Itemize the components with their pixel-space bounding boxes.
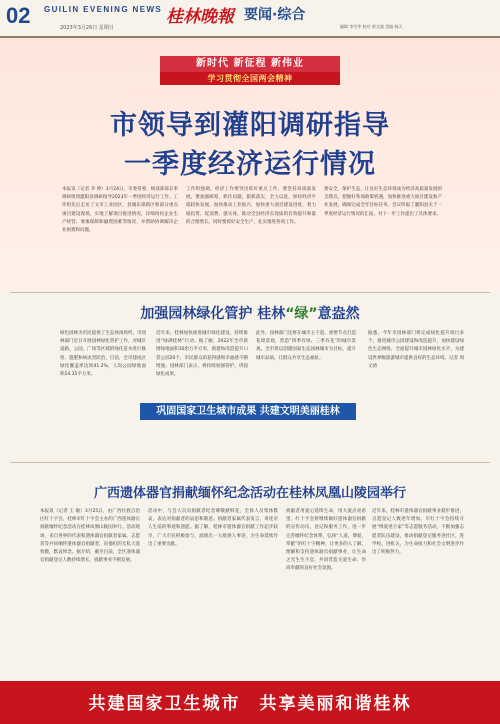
lead-headline-line1: 市领导到灌阳调研指导 [110, 110, 390, 141]
editor-credits: 编辑 李雪华 校对 黄文超 美编 杨天 [340, 24, 403, 29]
public-service-banner: 巩固国家卫生城市成果 共建文明美丽桂林 [140, 403, 356, 420]
lead-headline-line2: 一季度经济运行情况 [124, 149, 376, 180]
page-number: 02 [6, 3, 31, 28]
theme-ribbon-bottom: 学习贯彻全国两会精神 [160, 72, 340, 85]
section-divider [10, 292, 490, 293]
issue-date: 2023年3月26日 星期日 [60, 25, 114, 31]
article1-column-3: 要安全，保护生态，让良好生态环境成为经济高质量发展的支撑点。把握好各项政策机遇，加快推进重大项目建设和产业发展，确保完成全年目标任务。会议听取了灌阳县关于一季度经济运行情况的汇报，对下一步工作提出了具体要求。 [324, 187, 442, 217]
article3-column-1: 本报讯（记者 王 敏）3月25日，由广西壮族自治区红十字会、桂林市红十字会主办的广西遗体器官捐献缅怀纪念活动在桂林凤凰山陵园举行。活动现场，来自各界的代表和遗体器官捐献者家属、志愿者等共同缅怀遗体器官捐献者，向他们的无私大爱致敬，默哀悼念。据介绍，截至目前，全区遗体器官捐献登记人数持续增长，捐献事业不断发展。 [40, 509, 140, 564]
article2-column-3: 此外，园林部门还将在城市主干道、重要节点打造花境景观，营造“四季有绿、三季有花”的城市景观。全市将以创建国家生态园林城市为目标，提升城市品质，让群众共享生态福祉。 [256, 331, 356, 361]
article2-column-1: 绿色园林为市民提供了生态休闲场所。市园林部门近日开展园林绿化管护工作，对城区道路、公园、广场等区域的绿化苗木进行修剪、施肥和病虫害防治。目前，全市建成区绿化覆盖率达到41.2%，人均公园绿地面积14.35平方米。 [60, 331, 146, 378]
theme-ribbon-top: 新时代 新征程 新伟业 [160, 56, 340, 72]
section-title: 要闻·综合 [244, 7, 306, 23]
article1-column-2: 工作组强调，经济工作要突出抓好重点工作，要坚持高质量发展。要加强统筹，抓住问题，狠抓落实，全力以赴，保持经济平稳较快发展，加快推动工业振兴，加快重大项目建设进度，着力稳投资、促消费、强实体，推动全县经济实现质的有效提升和量的合理增长。同时要抓好安全生产，扎实推进各项工作。 [186, 187, 316, 225]
article2-column-2: 近年来，桂林加快推进城市绿化建设，持续推进“绿满桂林”行动。据了解，2022年全市新增绿地面积30余万平方米，新建和改造提升口袋公园20个，市民群众的获得感和幸福感不断增强。园林部门表示，将持续加强管护，巩固绿化成果。 [156, 331, 248, 378]
article3-column-3: 捐献者用爱心延续生命，用大爱点亮希望。红十字会将继续做好遗体器官捐献的宣传动员、登记和服务工作，进一步完善缅怀纪念体系，弘扬“人道、博爱、奉献”的红十字精神，让更多的人了解、理解和支持遗体器官捐献事业，让生命之光生生不息，共同营造关爱生命、崇尚奉献的良好社会氛围。 [286, 509, 366, 572]
article2-column-4: 据悉，今年市园林部门将完成绿化提升项目多个，推进城市公园建设和改造提升，加快建设绿色生态网络，全面提升城市园林绿化水平，为建设世界级旅游城市提供良好的生态环境。记者 周文倩 [368, 331, 464, 369]
paper-name-english: GUILIN EVENING NEWS [44, 5, 163, 14]
article2-headline: 加强园林绿化管护 桂林“绿”意盎然 [140, 306, 360, 322]
article3-column-4: 近年来，桂林市遗体器官捐献事业稳步推进，自愿登记人数逐年增加。市红十字会持续开展“博爱进万家”等志愿服务活动，不断加强志愿者队伍建设，推动捐献登记服务进社区、进学校、进机关，为生命接力和社会文明进步作出了积极努力。 [372, 509, 464, 556]
article3-headline: 广西遗体器官捐献缅怀纪念活动在桂林凤凰山陵园举行 [93, 486, 406, 501]
article3-column-2: 活动中，与会人员向捐献者纪念碑敬献鲜花，全体人员集体默哀，表达对捐献者的哀思和敬意。捐献者家属代表发言，讲述亲人生前的事迹和遗愿。据了解，桂林市遗体器官捐献工作起步较早，广大市民积极参与，涌现出一大批感人事迹，为生命延续作出了重要贡献。 [148, 509, 278, 547]
section-divider [10, 462, 490, 463]
article1-column-1: 本报讯（记者 李 坤）3月24日，市委常委、统战部部长率调研组到灌阳县调研指导2023年一季度经济运行工作。工作组先后走访了文市工业园区，县城东部新区和部分重点项目建设现场，实地了解项目推进情况，详细询问企业生产经营、要素保障和融资困难等情况，并帮助协调解决企业困难和问题。 [62, 187, 178, 234]
footer-slogan: 共建国家卫生城市 共享美丽和谐桂林 [88, 694, 412, 714]
newspaper-logo: 桂林晚報 [166, 7, 234, 27]
